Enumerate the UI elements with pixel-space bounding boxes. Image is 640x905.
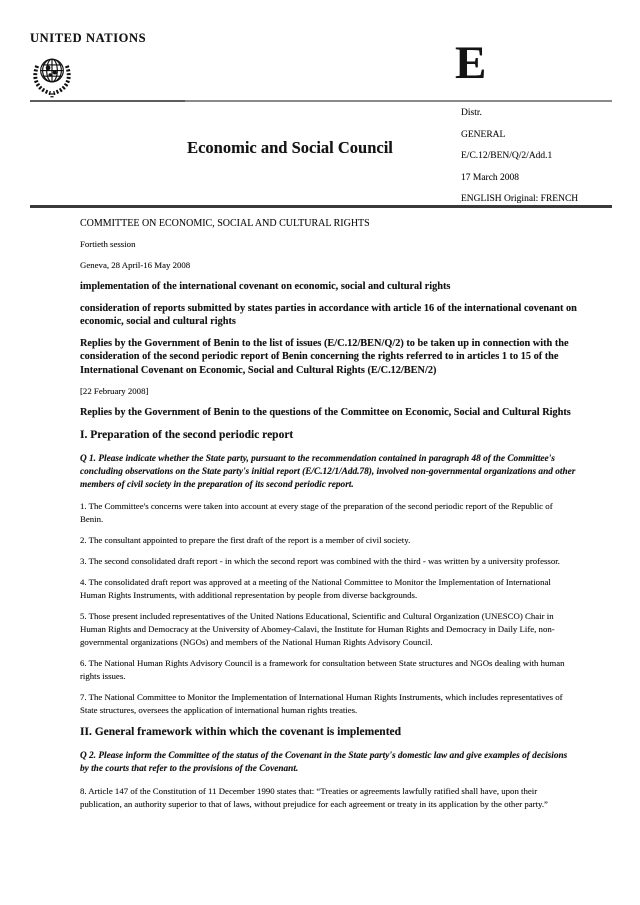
- org-name: UNITED NATIONS: [30, 31, 147, 45]
- submission-date: [22 February 2008]: [80, 386, 149, 396]
- un-globe-wreath-icon: [27, 52, 77, 100]
- header-rule-bottom: [30, 205, 612, 208]
- doc-date: 17 March 2008: [461, 172, 520, 183]
- paragraph-1: 1. The Committee's concerns were taken into account at every stage of the preparation of the second periodic report of the Republic of Benin.: [80, 501, 553, 525]
- session-line: Fortieth session: [80, 239, 136, 249]
- title-replies-list-of-issues: Replies by the Government of Benin to the list of issues (E/C.12/BEN/Q/2) to be taken up in connection with the consideration of the second periodic report of Benin concerning the rights referred to in articles 1 to 15 of the International Covenant on Economic, Social and Cultural Rights (E/C.12/BEN/2): [80, 337, 569, 376]
- paragraph-7: 7. The National Committee to Monitor the Implementation of International Human Rights Instruments, which includes representatives of State structures, oversees the application of international human rights treaties.: [80, 692, 563, 716]
- committee-name: COMMITTEE ON ECONOMIC, SOCIAL AND CULTURAL RIGHTS: [80, 218, 370, 229]
- title-replies-questions: Replies by the Government of Benin to the questions of the Committee on Economic, Social and Cultural Rights: [80, 407, 571, 418]
- paragraph-6: 6. The National Human Rights Advisory Council is a framework for consultation between State structures and NGOs dealing with human rights issues.: [80, 658, 565, 682]
- paragraph-8: 8. Article 147 of the Constitution of 11 December 1990 states that: “Treaties or agreements lawfully ratified shall have, upon their publication, an authority superior to that of laws, without prejudice for each agreement or treaty in its application by the other party.”: [80, 785, 548, 809]
- distribution-block: [461, 103, 621, 211]
- question-1: Q 1. Please indicate whether the State party, pursuant to the recommendation contained in paragraph 48 of the Committee's concluding observations on the State party's initial report (E/C.12/1/Add.78), involved non-governmental organizations and other members of civil society in the preparation of its second periodic report.: [80, 453, 576, 490]
- paragraph-2: 2. The consultant appointed to prepare the first draft of the report is a member of civil society.: [80, 535, 411, 546]
- header-rule-top: [30, 100, 612, 102]
- title-implementation: implementation of the international covenant on economic, social and cultural rights: [80, 281, 451, 292]
- doc-series-letter: E: [455, 37, 487, 89]
- header-rule-top-dark-segment: [30, 100, 185, 102]
- paragraph-5: 5. Those present included representatives of the United Nations Educational, Scientific and Cultural Organization (UNESCO) Chair in Human Rights and Democracy at the University of Abomey-Calavi, the Institute for Human Rights and Democracy in Daily Life, non-governmental organizations (NGOs) and members of the National Human Rights Advisory Council.: [80, 611, 555, 648]
- question-2: Q 2. Please inform the Committee of the status of the Covenant in the State party's domestic law and give examples of decisions by the courts that refer to the provisions of the Covenant.: [80, 751, 568, 775]
- section-heading-2: II. General framework within which the covenant is implemented: [80, 726, 402, 739]
- doc-symbol: E/C.12/BEN/Q/2/Add.1: [461, 151, 553, 162]
- document-body: [80, 217, 577, 819]
- council-title: Economic and Social Council: [187, 138, 393, 157]
- paragraph-3: 3. The second consolidated draft report - in which the second report was combined with the third - was written by a university professor.: [80, 556, 560, 567]
- language-note: ENGLISH Original: FRENCH: [461, 194, 579, 205]
- distr-label: Distr.: [461, 108, 482, 118]
- paragraph-4: 4. The consolidated draft report was approved at a meeting of the National Committee to Monitor the Implementation of International Human Rights Instruments, with additional representation by people from diverse backgrounds.: [80, 577, 551, 601]
- title-consideration: consideration of reports submitted by states parties in accordance with article 16 of the international covenant on economic, social and cultural rights: [80, 302, 577, 327]
- section-heading-1: I. Preparation of the second periodic report: [80, 428, 294, 441]
- distr-type: GENERAL: [461, 129, 506, 140]
- venue-dates-line: Geneva, 28 April-16 May 2008: [80, 260, 191, 270]
